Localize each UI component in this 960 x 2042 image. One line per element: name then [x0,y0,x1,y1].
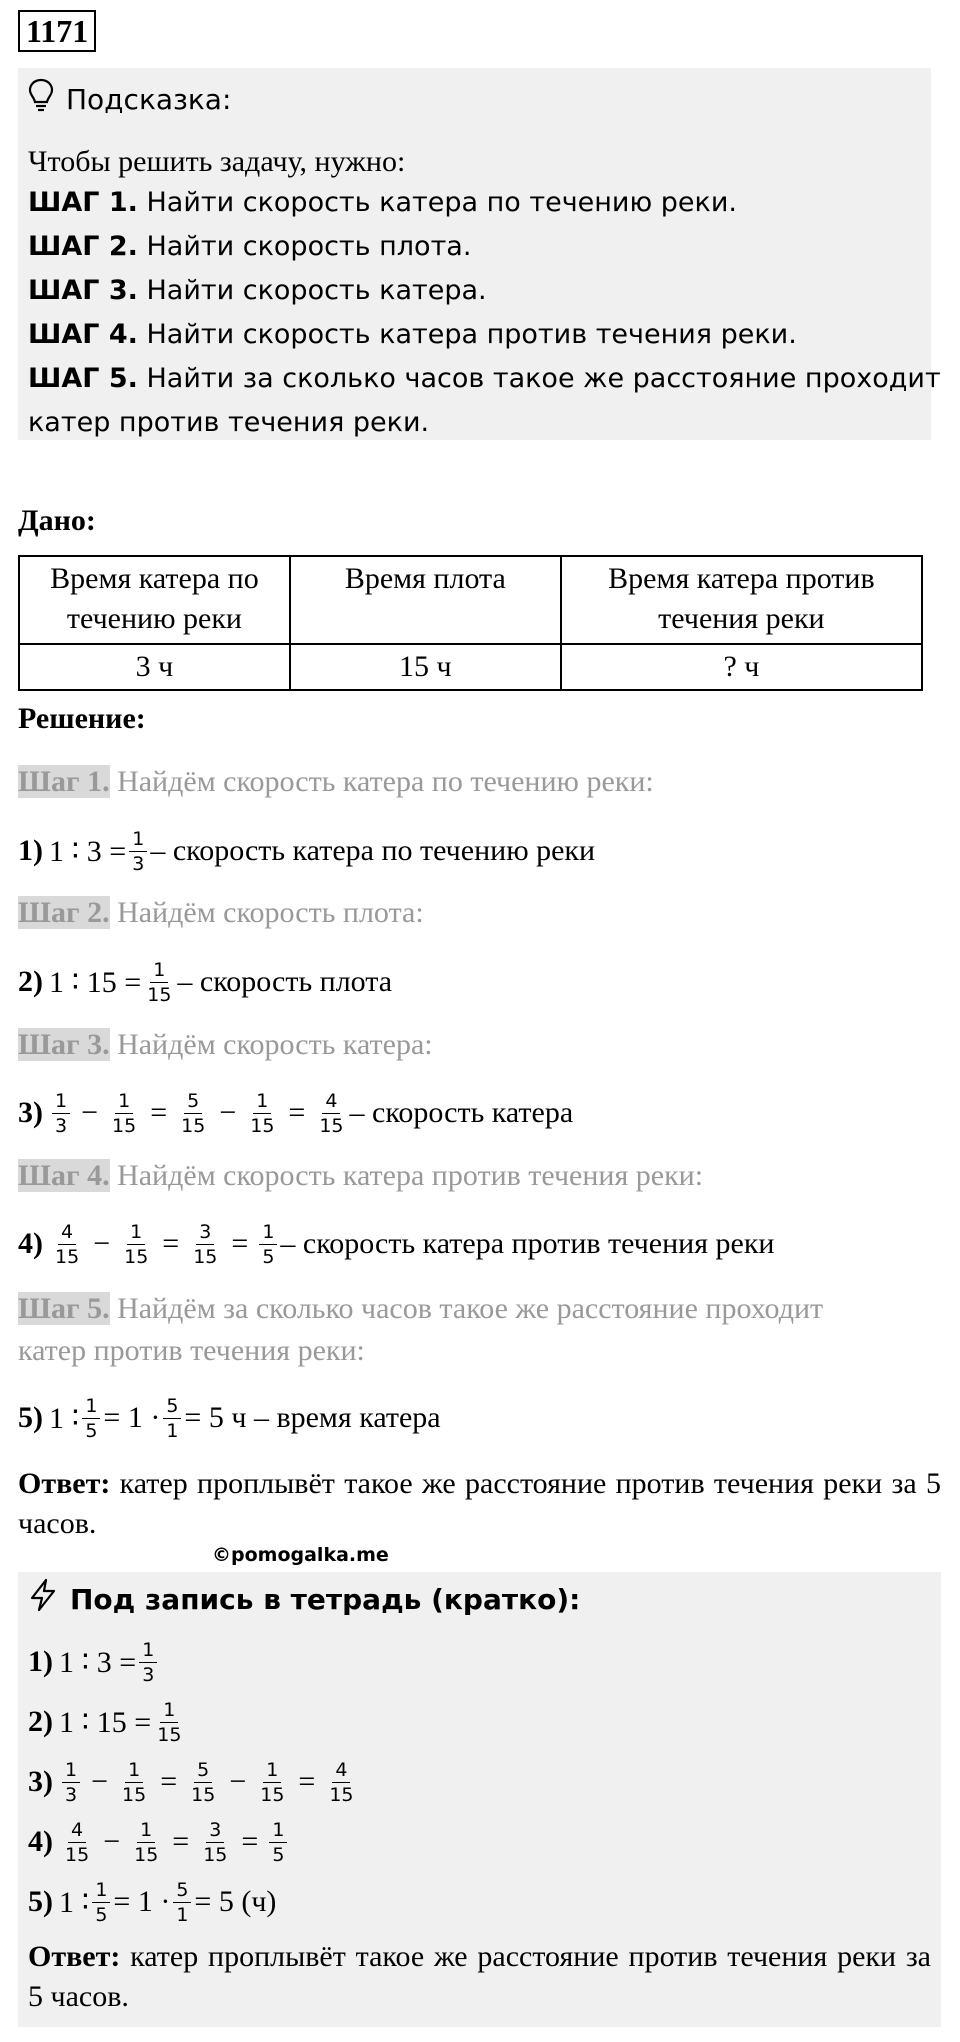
answer: Ответ: катер проплывёт такое же расстояние против течения реки за 5 часов. [18,1467,941,1540]
fraction: $\frac{1}{15}$ [250,1089,275,1137]
fraction: $\frac{1}{5}$ [92,1879,110,1926]
fraction: $\frac{1}{5}$ [259,1221,277,1268]
brief-line-2: 2) 1 ∶ 15 = $\frac{1}{15}$ [28,1697,187,1747]
fraction: $\frac{3}{15}$ [193,1220,218,1268]
given-value-row [19,644,922,690]
fraction: $\frac{1}{15}$ [147,958,172,1006]
hint-step-4: ШАГ 4. Найти скорость катера против течения реки. [28,319,797,350]
calc-line-1: 1) 1 ∶ 3 = $\frac{1}{3}$ – скорость катера по течению реки [18,827,596,875]
hint-intro: Чтобы решить задачу, нужно: [28,145,406,178]
given-heading: Дано: [18,504,96,537]
task-number: 1171 [18,10,96,52]
solution-step-4: Шаг 4. Найдём скорость катера против течения реки: [18,1159,704,1192]
given-value-cell: ? ч [561,644,922,690]
brief-line-3: 3) $\frac{1}{3}$ − $\frac{1}{15}$ = $\frac{5}{15}$ − $\frac{1}{15}$ = $\frac{4}{15}$ [28,1757,360,1807]
fraction: $\frac{5}{15}$ [191,1758,216,1806]
lightning-icon [28,1578,58,1621]
solution-step-5: Шаг 5. Найдём за сколько часов такое же расстояние проходит [18,1292,824,1325]
given-header-cell: Время плота [290,556,561,644]
hint-step-1: ШАГ 1. Найти скорость катера по течению реки. [28,187,737,218]
fraction: $\frac{1}{5}$ [269,1819,287,1866]
calc-line-2: 2) 1 ∶ 15 = $\frac{1}{15}$ – скорость плота [18,958,393,1006]
fraction: $\frac{1}{3}$ [139,1639,157,1686]
solution-step-5-cont: катер против течения реки: [18,1334,365,1367]
calc-line-5: 5) 1 ∶ $\frac{1}{5}$ = 1 · $\frac{5}{1}$ = 5 ч – время катера [18,1394,441,1442]
solution-step-3: Шаг 3. Найдём скорость катера: [18,1028,433,1061]
fraction: $\frac{1}{5}$ [82,1395,100,1442]
hint-header [28,78,231,121]
brief-line-1: 1) 1 ∶ 3 = $\frac{1}{3}$ [28,1637,160,1687]
hint-step-5-cont: катер против течения реки. [28,407,430,438]
fraction: $\frac{4}{15}$ [329,1758,354,1806]
calc-line-3: 3) $\frac{1}{3}$ − $\frac{1}{15}$ = $\frac{5}{15}$ − $\frac{1}{15}$ = $\frac{4}{15}$ – скорость катера [18,1089,574,1137]
given-table [18,555,923,691]
fraction: $\frac{1}{15}$ [134,1818,159,1866]
fraction: $\frac{4}{15}$ [65,1818,90,1866]
fraction: $\frac{4}{15}$ [319,1089,344,1137]
brief-line-5: 5) 1 ∶ $\frac{1}{5}$ = 1 · $\frac{5}{1}$ = 5 (ч) [28,1878,277,1926]
solution-step-2: Шаг 2. Найдём скорость плота: [18,896,424,929]
fraction: $\frac{1}{15}$ [124,1220,149,1268]
fraction: $\frac{4}{15}$ [55,1220,80,1268]
lightbulb-icon [28,78,54,121]
brief-header [28,1578,580,1621]
solution-heading: Решение: [18,702,146,735]
brief-answer: Ответ: катер проплывёт такое же расстояние против течения реки за 5 часов. [28,1940,931,2013]
fraction: $\frac{5}{1}$ [163,1395,181,1442]
hint-step-3: ШАГ 3. Найти скорость катера. [28,275,487,306]
given-header-cell: Время катера против течения реки [561,556,922,644]
given-value-cell: 3 ч [19,644,290,690]
brief-line-4: 4) $\frac{4}{15}$ − $\frac{1}{15}$ = $\frac{3}{15}$ = $\frac{1}{5}$ [28,1817,290,1867]
hint-step-5: ШАГ 5. Найти за сколько часов такое же расстояние проходит [28,363,941,394]
fraction: $\frac{1}{15}$ [122,1758,147,1806]
fraction: $\frac{1}{3}$ [62,1759,80,1806]
hint-title: Подсказка: [66,82,232,116]
fraction: $\frac{1}{15}$ [260,1758,285,1806]
given-header-row [19,556,922,644]
calc-line-4: 4) $\frac{4}{15}$ − $\frac{1}{15}$ = $\frac{3}{15}$ = $\frac{1}{5}$ – скорость катера против течения реки [18,1220,775,1268]
fraction: $\frac{1}{3}$ [129,828,147,875]
fraction: $\frac{5}{15}$ [181,1089,206,1137]
fraction: $\frac{5}{1}$ [173,1879,191,1926]
fraction: $\frac{1}{3}$ [52,1090,70,1137]
fraction: $\frac{1}{15}$ [157,1698,182,1746]
solution-step-1: Шаг 1. Найдём скорость катера по течению реки: [18,765,654,798]
fraction: $\frac{3}{15}$ [203,1818,228,1866]
given-header-cell: Время катера по течению реки [19,556,290,644]
fraction: $\frac{1}{15}$ [112,1089,137,1137]
given-value-cell: 15 ч [290,644,561,690]
brief-title: Под запись в тетрадь (кратко): [70,1582,581,1616]
watermark: ©pomogalka.me [212,1544,389,1566]
hint-step-2: ШАГ 2. Найти скорость плота. [28,231,472,262]
